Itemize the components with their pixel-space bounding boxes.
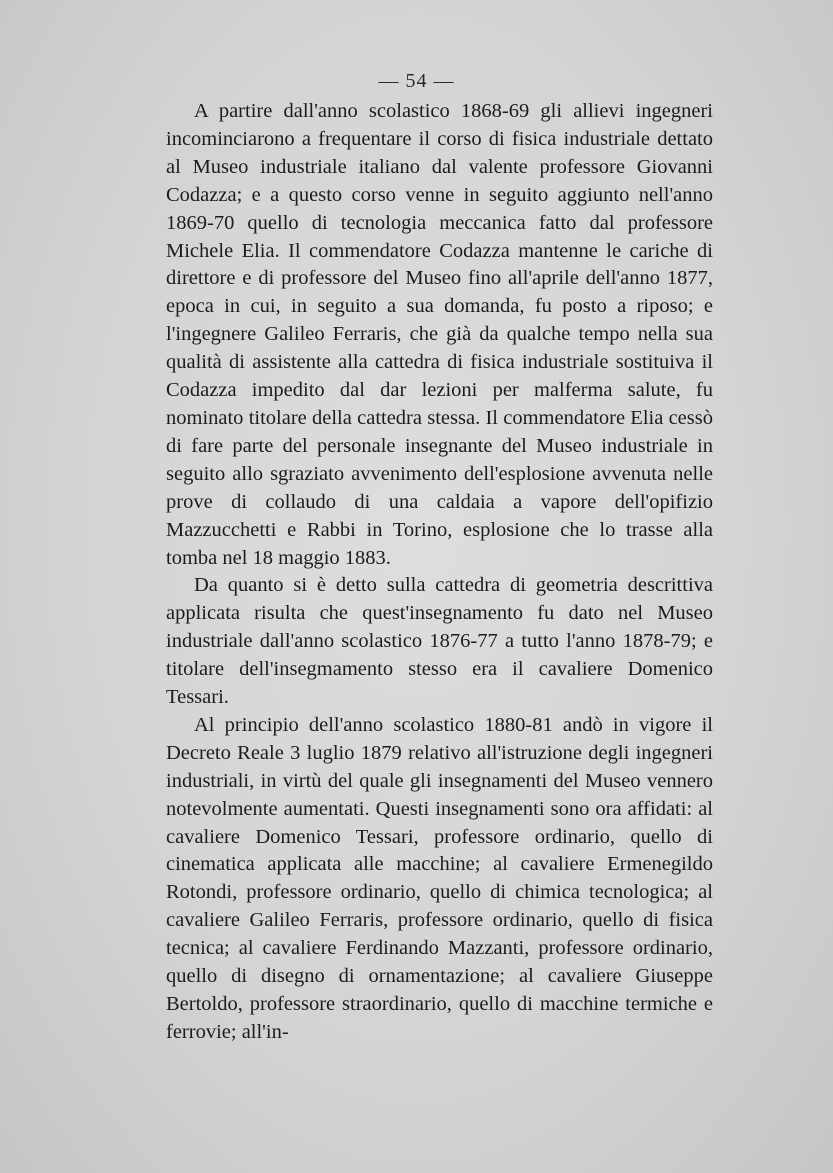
paragraph-2: Da quanto si è detto sulla cattedra di geometria descrittiva applicata risulta che quest'insegnamento fu dato nel Museo industriale dall'anno scolastico 1876-77 a tutto l'anno 1878-79; e titolare dell'insegmamento stesso era il cavaliere Domenico Tessari. — [166, 574, 713, 709]
page-number: — 54 — — [378, 70, 455, 92]
paragraph-3: Al principio dell'anno scolastico 1880-81 andò in vigore il Decreto Reale 3 luglio 1879 relativo all'istruzione degli ingegneri industriali, in virtù del quale gli insegnamenti del Museo vennero notevolmente aumentati. Questi insegnamenti sono ora affidati: al cavaliere Domenico Tessari, professore ordinario, quello di cinematica applicata alle macchine; al cavaliere Ermenegildo Rotondi, professore ordinario, quello di chimica tecnologica; al cavaliere Galileo Ferraris, professore ordinario, quello di fisica tecnica; al cavaliere Ferdinando Mazzanti, professore ordinario, quello di disegno di ornamentazione; al cavaliere Giuseppe Bertoldo, professore straordinario, quello di macchine termiche e ferrovie; all'in- — [166, 713, 713, 1043]
paragraph-1: A partire dall'anno scolastico 1868-69 gli allievi ingegneri incominciarono a frequentare il corso di fisica industriale dettato al Museo industriale italiano dal valente professore Giovanni Codazza; e a questo corso venne in seguito aggiunto nell'anno 1869-70 quello di tecnologia meccanica fatto dal professore Michele Elia. Il commendatore Codazza mantenne le cariche di direttore e di professore del Museo fino all'aprile dell'anno 1877, epoca in cui, in seguito a sua domanda, fu posto a riposo; e l'ingegnere Galileo Ferraris, che già da qualche tempo nella sua qualità di assistente alla cattedra di fisica industriale sostituiva il Codazza impedito dal dar lezioni per malferma salute, fu nominato titolare della cattedra stessa. Il commendatore Elia cessò di fare parte del personale insegnante del Museo industriale in seguito allo sgraziato avvenimento dell'esplosione avvenuta nelle prove di collaudo di una caldaia a vapore dell'opifizio Mazzucchetti e Rabbi in Torino, esplosione che lo trasse alla tomba nel 18 maggio 1883. — [166, 100, 713, 569]
body-text — [166, 98, 713, 1047]
